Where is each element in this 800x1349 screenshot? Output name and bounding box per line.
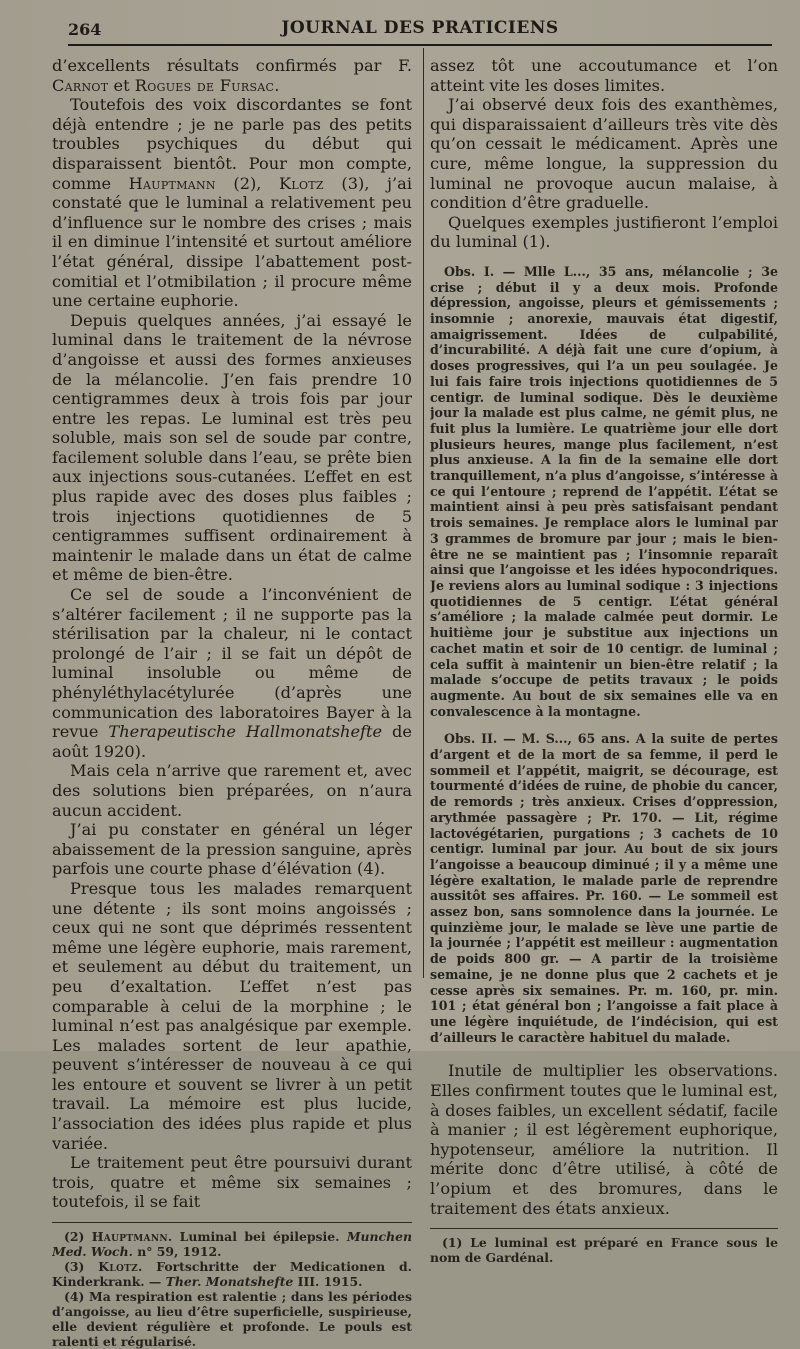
paragraph-r1: assez tôt une accoutumance et l’on atteint vite les doses limites. <box>430 56 778 95</box>
left-column <box>52 56 412 1349</box>
paragraph-5: Mais cela n’arrive que rarement et, avec des solutions bien préparées, on n’aura aucun accident. <box>52 761 412 820</box>
paragraph-6: J’ai pu constater en général un léger abaissement de la pression sanguine, après parfois une courte phase d’élévation (4). <box>52 820 412 879</box>
footnote-2: (2) Hauptmann. Luminal bei épilepsie. Munchen Med. Woch. n° 59, 1912. <box>52 1229 412 1260</box>
footnote-rule-right <box>430 1228 778 1229</box>
paragraph-2: Toutefois des voix discordantes se font déjà entendre ; je ne parle pas des petits troubles psychiques du début qui disparaissent bientôt. Pour mon compte, comme Hauptmann (2), Klotz (3), j’ai constaté que le luminal a relativement peu d’influence sur le nombre des crises ; mais il en diminue l’intensité et surtout améliore l’état général, dissipe l’abattement post-comitial et l’otmibilation ; il procure même une certaine euphorie. <box>52 95 412 311</box>
page-number: 264 <box>68 20 102 39</box>
footnote-rule <box>52 1222 412 1223</box>
page-header <box>68 14 772 44</box>
running-head: JOURNAL DES PRATICIENS <box>281 18 559 38</box>
paragraph-r3: Quelques exemples justifieront l’emploi du luminal (1). <box>430 212 778 252</box>
paragraph-r2: J’ai observé deux fois des exanthèmes, qui disparaissaient d’ailleurs très vite dès qu’on cessait le médicament. Après une cure, même longue, la suppression du luminal ne provoque aucun malaise, à condition d’être graduelle. <box>430 95 778 213</box>
paragraph-3: Depuis quelques années, j’ai essayé le luminal dans le traitement de la névrose d’angoisse et aussi des formes anxieuses de la mélancolie. J’en fais prendre 10 centigrammes deux à trois fois par jour entre les repas. Le luminal est très peu soluble, mais son sel de soude par contre, facilement soluble dans l’eau, se prête bien aux injections sous-cutanées. L’effet en est plus rapide avec des doses plus faibles ; trois injections quotidiennes de 5 centigrammes suffisent ordinairement à maintenir le malade dans un état de calme et même de bien-être. <box>52 310 412 585</box>
right-column <box>430 56 778 1265</box>
column-divider <box>423 48 424 978</box>
footnote-4: (4) Ma respiration est ralentie ; dans les périodes d’angoisse, au lieu d’être superficielle, suspirieuse, elle devient régulière et profonde. Le pouls est ralenti et régularisé. <box>52 1289 412 1349</box>
paragraph-4: Ce sel de soude a l’inconvénient de s’altérer facilement ; il ne supporte pas la stérilisation par la chaleur, ni le contact prolongé de l’air ; il se fait un dépôt de luminal insoluble ou même de phényléthylacétylurée (d’après une communication des laboratoires Bayer à la revue Therapeutische Hallmonatshefte de août 1920). <box>52 585 412 761</box>
paragraph-7: Presque tous les malades remarquent une détente ; ils sont moins angoissés ; ceux qui ne sont que déprimés ressentent même une légère euphorie, mais rarement, et seulement au début du traitement, un peu d’exaltation. L’effet n’est pas comparable à celui de la morphine ; le luminal n’est pas analgésique par exemple. Les malades sortent de leur apathie, peuvent s’intéresser de nouveau à ce qui les entoure et souvent se livrer à un petit travail. La mémoire est plus lucide, l’association des idées plus rapide et plus variée. <box>52 878 412 1153</box>
paragraph-r4: Inutile de multiplier les observations. Elles confirment toutes que le luminal est, à doses faibles, un excellent sédatif, facile à manier ; il est légèrement euphorique, hypotenseur, améliore la nutrition. Il mérite donc d’être utilisé, à côté de l’opium et des bromures, dans le traitement des états anxieux. <box>430 1061 778 1218</box>
paragraph-8: Le traitement peut être poursuivi durant trois, quatre et même six semaines ; toutefois, il se fait <box>52 1153 412 1212</box>
observation-1: Obs. I. — Mlle L..., 35 ans, mélancolie ; 3e crise ; début il y a deux mois. Profonde dépression, angoisse, pleurs et gémissements ; insomnie ; anorexie, mauvais état digestif, amaigrissement. Idées de culpabilité, d’incurabilité. A déjà fait une cure d’opium, à doses progressives, qui l’a un peu soulagée. Je lui fais faire trois injections quotidiennes de 5 centigr. de luminal sodique. Dès le deuxième jour la malade est plus calme, ne gémit plus, ne fuit plus la lumière. Le quatrième jour elle dort plusieurs heures, mange plus facilement, n’est plus anxieuse. A la fin de la semaine elle dort tranquillement, n’a plus d’angoisse, s’intéresse à ce qui l’entoure ; reprend de l’appétit. L’état se maintient ainsi à peu près satisfaisant pendant trois semaines. Je remplace alors le luminal par 3 grammes de bromure par jour ; mais le bien-être ne se maintient pas ; l’insomnie reparaît ainsi que l’angoisse et les idées hypocondriques. Je reviens alors au luminal sodique : 3 injections quotidiennes de 5 centigr. L’état général s’améliore ; la malade calmée peut dormir. Le huitième jour je substitue aux injections un cachet matin et soir de 10 centigr. de luminal ; cela suffit à maintenir un bien-être relatif ; la malade s’occupe de petits travaux ; le poids augmente. Au bout de six semaines elle va en convalescence à la montagne. <box>430 263 778 719</box>
footnote-1: (1) Le luminal est préparé en France sous le nom de Gardénal. <box>430 1235 778 1266</box>
footnote-3: (3) Klotz. Fortschritte der Medicationen d. Kinderkrank. — Ther. Monatshefte III. 1915. <box>52 1259 412 1290</box>
paragraph-1: d’excellents résultats confirmés par F. Carnot et Rogues de Fursac. <box>52 56 412 95</box>
observation-2: Obs. II. — M. S..., 65 ans. A la suite de pertes d’argent et de la mort de sa femme, il perd le sommeil et l’appétit, maigrit, se décourage, est tourmenté d’idées de ruine, de phobie du cancer, de remords ; très anxieux. Crises d’oppression, arythmée passagère ; Pr. 170. — Lit, régime lactovégétarien, purgations ; 3 cachets de 10 centigr. luminal par jour. Au bout de six jours l’angoisse a beaucoup diminué ; il y a même une légère exaltation, le malade parle de reprendre aussitôt ses affaires. Pr. 160. — Le sommeil est assez bon, sans somnolence dans la journée. Le quinzième jour, le malade se lève une partie de la journée ; l’appétit est meilleur : augmentation de poids 800 gr. — A partir de la troisième semaine, je ne donne plus que 2 cachets et je cesse après six semaines. Pr. m. 160, pr. min. 101 ; état général bon ; l’angoisse a fait place à une légère inquiétude, de l’indécision, qui est d’ailleurs le caractère habituel du malade. <box>430 731 778 1045</box>
header-rule <box>68 44 772 46</box>
